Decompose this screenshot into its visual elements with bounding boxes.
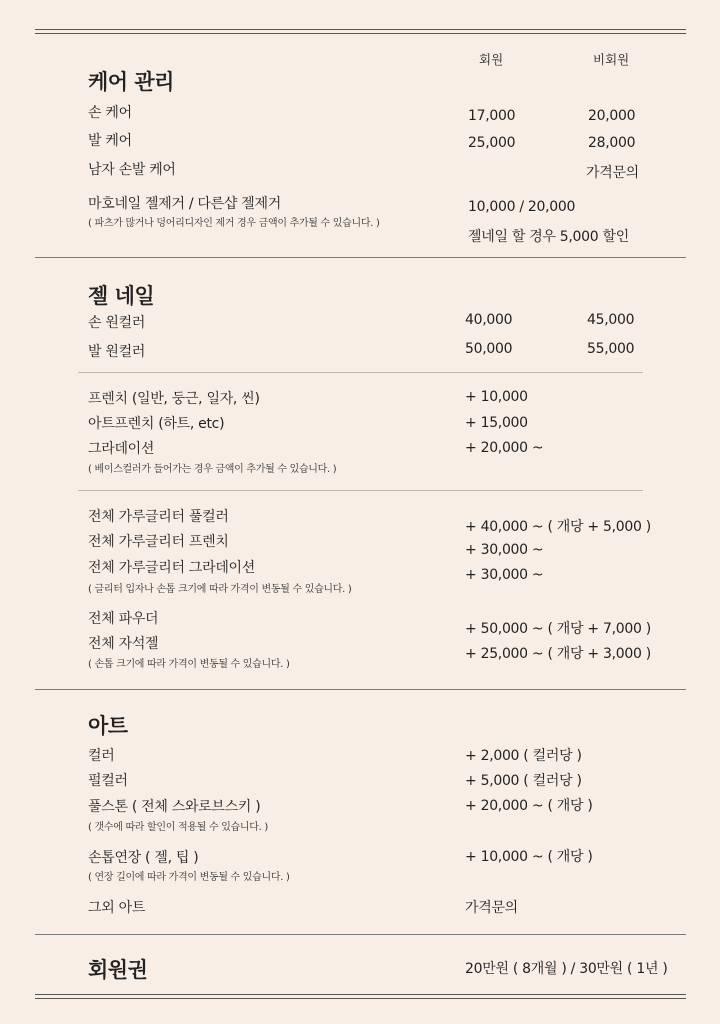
gel-glitter-note: ( 글리터 입자나 손톱 크기에 따라 가격이 변동될 수 있습니다. ) (88, 584, 352, 595)
art-color-price: + 2,000 ( 컬러당 ) (465, 748, 582, 764)
gel-foot-member-price: 50,000 (465, 341, 513, 357)
gel-art-french-price: + 15,000 (465, 415, 528, 431)
care-removal-label: 마호네일 젤제거 / 다른샵 젤제거 (88, 196, 281, 212)
gel-section-title: 젤 네일 (88, 284, 155, 308)
gel-glitter-full-label: 전체 가루글리터 풀컬러 (88, 509, 229, 525)
gel-gradation-label: 그라데이션 (88, 441, 155, 457)
gel-subdivider-2 (78, 490, 643, 491)
care-foot-nonmember-price: 28,000 (588, 135, 636, 151)
section-divider-gel (35, 689, 686, 690)
art-stone-price: + 20,000 ~ ( 개당 ) (465, 798, 593, 814)
member-column-header: 회원 (479, 52, 504, 67)
gel-glitter-grad-price: + 30,000 ~ (465, 567, 544, 583)
top-border-line-2 (35, 33, 686, 34)
gel-glitter-french-price: + 30,000 ~ (465, 542, 544, 558)
gel-hand-label: 손 원컬러 (88, 315, 146, 331)
art-pearl-price: + 5,000 ( 컬러당 ) (465, 773, 582, 789)
gel-powder-price: + 50,000 ~ ( 개당 + 7,000 ) (465, 621, 651, 637)
gel-magnet-label: 전체 자석젤 (88, 636, 159, 652)
gel-powder-label: 전체 파우더 (88, 611, 159, 627)
care-section-title: 케어 관리 (88, 70, 174, 94)
art-section-title: 아트 (88, 714, 128, 738)
gel-glitter-grad-label: 전체 가루글리터 그라데이션 (88, 560, 255, 576)
gel-french-label: 프렌치 (일반, 둥근, 일자, 씬) (88, 391, 260, 407)
membership-section-title: 회원권 (88, 958, 148, 982)
art-other-price: 가격문의 (465, 900, 518, 916)
gel-french-price: + 10,000 (465, 389, 528, 405)
care-foot-member-price: 25,000 (468, 135, 516, 151)
care-foot-label: 발 케어 (88, 133, 132, 149)
art-extension-price: + 10,000 ~ ( 개당 ) (465, 849, 593, 865)
care-hand-label: 손 케어 (88, 105, 132, 121)
art-other-label: 그외 아트 (88, 900, 146, 916)
bottom-border-line-2 (35, 998, 686, 999)
care-removal-note: ( 파츠가 많거나 덩어리디자인 제거 경우 금액이 추가될 수 있습니다. ) (88, 218, 380, 229)
care-removal-discount: 젤네일 할 경우 5,000 할인 (468, 229, 629, 245)
gel-gradation-note: ( 베이스컬러가 들어가는 경우 금액이 추가될 수 있습니다. ) (88, 464, 337, 475)
art-pearl-label: 펄컬러 (88, 773, 128, 789)
care-hand-member-price: 17,000 (468, 108, 516, 124)
gel-glitter-french-label: 전체 가루글리터 프렌치 (88, 534, 229, 550)
membership-price: 20만원 ( 8개월 ) / 30만원 ( 1년 ) (465, 961, 668, 977)
gel-hand-nonmember-price: 45,000 (587, 312, 635, 328)
gel-magnet-note: ( 손톱 크기에 따라 가격이 변동될 수 있습니다. ) (88, 659, 290, 670)
art-stone-label: 풀스톤 ( 전체 스와로브스키 ) (88, 799, 261, 815)
top-border-line-1 (35, 29, 686, 30)
art-color-label: 컬러 (88, 748, 115, 764)
gel-hand-member-price: 40,000 (465, 312, 513, 328)
care-removal-price: 10,000 / 20,000 (468, 199, 576, 215)
gel-foot-label: 발 원컬러 (88, 344, 146, 360)
art-extension-note: ( 연장 길이에 따라 가격이 변동될 수 있습니다. ) (88, 872, 290, 883)
section-divider-art (35, 934, 686, 935)
care-hand-nonmember-price: 20,000 (588, 108, 636, 124)
section-divider-care (35, 257, 686, 258)
gel-art-french-label: 아트프렌치 (하트, etc) (88, 416, 225, 432)
gel-gradation-price: + 20,000 ~ (465, 440, 544, 456)
gel-subdivider-1 (78, 372, 643, 373)
bottom-border-line-1 (35, 994, 686, 995)
care-men-nonmember-price: 가격문의 (586, 165, 639, 181)
care-men-label: 남자 손발 케어 (88, 162, 176, 178)
gel-magnet-price: + 25,000 ~ ( 개당 + 3,000 ) (465, 646, 651, 662)
nonmember-column-header: 비회원 (593, 52, 630, 67)
art-stone-note: ( 갯수에 따라 할인이 적용될 수 있습니다. ) (88, 822, 268, 833)
gel-glitter-full-price: + 40,000 ~ ( 개당 + 5,000 ) (465, 519, 651, 535)
art-extension-label: 손톱연장 ( 젤, 팁 ) (88, 850, 199, 866)
gel-foot-nonmember-price: 55,000 (587, 341, 635, 357)
